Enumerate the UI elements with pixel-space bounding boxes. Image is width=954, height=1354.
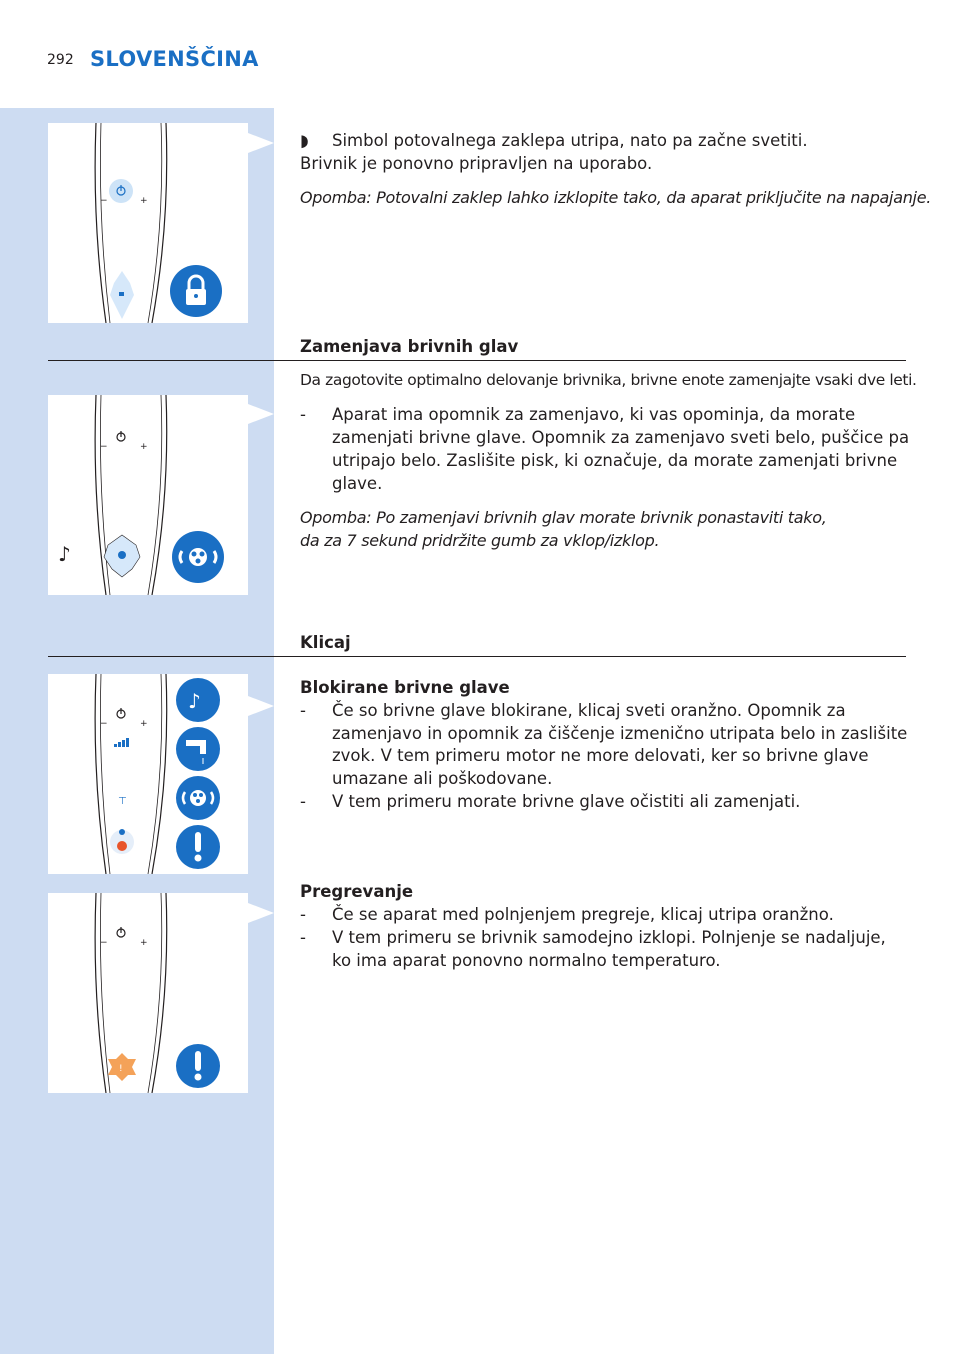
list-item-line: glave. xyxy=(332,474,383,493)
figure-overheating xyxy=(48,893,248,1093)
language-title: SLOVENŠČINA xyxy=(90,47,259,71)
subsection-heading: Blokirane brivne glave xyxy=(300,678,510,697)
svg-text:♪: ♪ xyxy=(58,542,71,566)
battery-bars-icon xyxy=(114,738,129,747)
note-line: Opomba: Po zamenjavi brivnih glav morate brivnik ponastaviti tako, xyxy=(300,508,827,527)
figure-pointer xyxy=(248,404,274,424)
list-dash: - xyxy=(300,405,306,424)
svg-text:−: − xyxy=(100,938,108,948)
list-item-line: Če se aparat med polnjenjem pregreje, klicaj utripa oranžno. xyxy=(332,905,834,924)
svg-text:♪: ♪ xyxy=(188,689,201,713)
svg-text:+: + xyxy=(140,196,148,206)
list-dash: - xyxy=(300,928,306,947)
bullet-marker: ◗ xyxy=(300,131,309,150)
power-icon xyxy=(117,431,125,441)
list-item-line: ko ima aparat ponovno normalno temperaturo. xyxy=(332,951,721,970)
figure-pointer xyxy=(248,903,274,923)
subsection-heading: Pregrevanje xyxy=(300,882,414,901)
page-number: 292 xyxy=(47,52,74,68)
alert-icon xyxy=(195,832,202,862)
list-dash: - xyxy=(300,905,306,924)
step-text: Simbol potovalnega zaklepa utripa, nato pa začne svetiti. xyxy=(332,131,808,150)
section-heading: Klicaj xyxy=(300,633,351,652)
svg-text:+: + xyxy=(140,442,148,452)
svg-text:−: − xyxy=(100,442,108,452)
list-dash: - xyxy=(300,701,306,720)
section-divider xyxy=(48,656,906,657)
list-item-line: zvok. V tem primeru motor ne more delovati, ker so brivne glave xyxy=(332,746,869,765)
list-item-line: Aparat ima opomnik za zamenjavo, ki vas opominja, da morate xyxy=(332,405,856,424)
list-item-line: utripajo belo. Zaslišite pisk, ki označuje, da morate zamenjati brivne xyxy=(332,451,898,470)
music-note-icon xyxy=(188,689,201,713)
result-text: Brivnik je ponovno pripravljen na uporabo. xyxy=(300,154,653,173)
alert-icon xyxy=(195,1051,202,1081)
power-icon xyxy=(117,927,125,937)
figure-pointer xyxy=(248,696,274,716)
figure-blocked-heads xyxy=(48,674,248,874)
power-icon xyxy=(117,708,125,718)
svg-text:⊤: ⊤ xyxy=(118,796,127,807)
intro-text: Da zagotovite optimalno delovanje brivnika, brivne enote zamenjajte vsaki dve leti. xyxy=(300,371,917,389)
note-text: Opomba: Potovalni zaklep lahko izklopite tako, da aparat priključite na napajanje. xyxy=(300,188,932,207)
section-divider xyxy=(48,360,906,361)
svg-text:−: − xyxy=(100,719,108,729)
section-heading: Zamenjava brivnih glav xyxy=(300,337,519,356)
note-line: da za 7 sekund pridržite gumb za vklop/izklop. xyxy=(300,531,660,550)
list-item-line: V tem primeru se brivnik samodejno izklopi. Polnjenje se nadaljuje, xyxy=(332,928,886,947)
svg-text:+: + xyxy=(140,938,148,948)
figure-travel-lock xyxy=(48,123,248,323)
music-note-icon xyxy=(58,542,71,566)
svg-text:−: − xyxy=(100,196,108,206)
svg-text:+: + xyxy=(140,719,148,729)
list-item-line: V tem primeru morate brivne glave očistiti ali zamenjati. xyxy=(332,792,801,811)
list-item-line: zamenjavo in opomnik za čiščenje izmenično utripata belo in zaslišite xyxy=(332,724,908,743)
figure-pointer xyxy=(248,133,274,153)
list-item-line: umazane ali poškodovane. xyxy=(332,769,553,788)
figure-replacement xyxy=(48,395,248,595)
list-item-line: zamenjati brivne glave. Opomnik za zamenjavo sveti belo, puščice pa xyxy=(332,428,910,447)
list-dash: - xyxy=(300,792,306,811)
list-item-line: Če so brivne glave blokirane, klicaj sveti oranžno. Opomnik za xyxy=(332,701,846,720)
svg-text:!: ! xyxy=(119,1064,123,1074)
